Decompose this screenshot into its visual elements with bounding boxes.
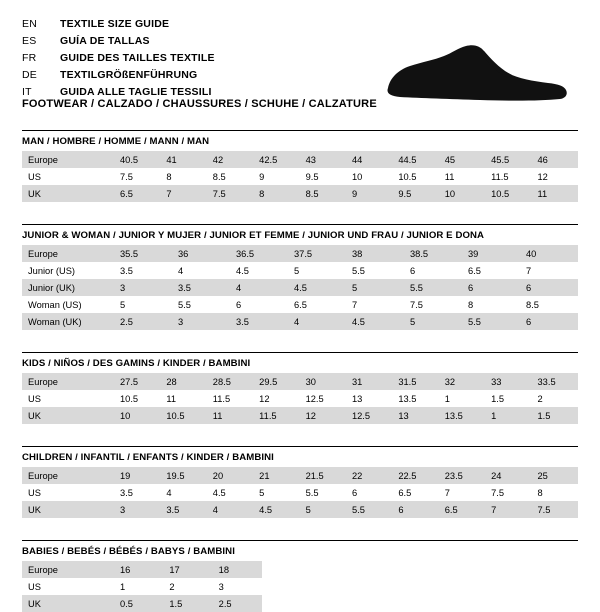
size-cell: 22.5 xyxy=(392,467,438,484)
size-cell: 3.5 xyxy=(172,279,230,296)
size-cell: 11 xyxy=(439,168,485,185)
table-row xyxy=(22,501,578,518)
size-cell: 7 xyxy=(346,296,404,313)
size-table xyxy=(22,467,578,518)
size-cell: 5 xyxy=(300,501,346,518)
size-cell: 8 xyxy=(253,185,299,202)
language-title-list xyxy=(22,18,215,103)
size-table-group xyxy=(22,446,578,518)
row-label: Europe xyxy=(22,467,114,484)
size-cell: 7.5 xyxy=(485,484,531,501)
size-cell: 4.5 xyxy=(288,279,346,296)
size-cell: 10.5 xyxy=(160,407,206,424)
size-cell: 6.5 xyxy=(114,185,160,202)
size-cell: 5.5 xyxy=(404,279,462,296)
size-cell: 13 xyxy=(392,407,438,424)
language-row xyxy=(22,69,215,86)
language-guide-title: GUIDA ALLE TAGLIE TESSILI xyxy=(60,86,212,98)
size-table-group xyxy=(22,540,578,612)
size-cell: 3 xyxy=(114,279,172,296)
language-row xyxy=(22,18,215,35)
size-cell: 46 xyxy=(532,151,578,168)
language-code: ES xyxy=(22,35,37,47)
size-cell: 3 xyxy=(213,578,262,595)
size-cell: 9.5 xyxy=(300,168,346,185)
size-cell: 1 xyxy=(439,390,485,407)
size-tables-container xyxy=(22,130,578,612)
size-cell: 2.5 xyxy=(114,313,172,330)
size-cell: 38 xyxy=(346,245,404,262)
size-cell: 9 xyxy=(346,185,392,202)
row-label: US xyxy=(22,578,114,595)
table-row xyxy=(22,296,578,313)
size-table-group xyxy=(22,352,578,424)
size-cell: 13 xyxy=(346,390,392,407)
table-row xyxy=(22,313,578,330)
size-cell: 10.5 xyxy=(485,185,531,202)
size-cell: 7 xyxy=(160,185,206,202)
size-cell: 5.5 xyxy=(300,484,346,501)
size-cell: 12.5 xyxy=(300,390,346,407)
table-row xyxy=(22,561,262,578)
size-cell: 37.5 xyxy=(288,245,346,262)
size-cell: 7 xyxy=(485,501,531,518)
size-cell: 30 xyxy=(300,373,346,390)
size-cell: 3 xyxy=(114,501,160,518)
size-cell: 2.5 xyxy=(213,595,262,612)
size-cell: 31.5 xyxy=(392,373,438,390)
size-cell: 4.5 xyxy=(207,484,253,501)
size-cell: 6 xyxy=(462,279,520,296)
table-row xyxy=(22,373,578,390)
row-label: Europe xyxy=(22,151,114,168)
size-cell: 42 xyxy=(207,151,253,168)
size-cell: 6 xyxy=(346,484,392,501)
row-label: Woman (US) xyxy=(22,296,114,313)
table-row xyxy=(22,245,578,262)
language-code: FR xyxy=(22,52,37,64)
size-cell: 11 xyxy=(532,185,578,202)
size-cell: 4 xyxy=(288,313,346,330)
size-cell: 19 xyxy=(114,467,160,484)
document-header xyxy=(22,16,578,108)
size-cell: 31 xyxy=(346,373,392,390)
size-cell: 16 xyxy=(114,561,163,578)
group-divider xyxy=(22,446,578,447)
size-cell: 5.5 xyxy=(462,313,520,330)
size-table xyxy=(22,373,578,424)
size-cell: 6.5 xyxy=(392,484,438,501)
size-cell: 24 xyxy=(485,467,531,484)
size-table xyxy=(22,561,262,612)
size-cell: 8.5 xyxy=(520,296,578,313)
size-cell: 8 xyxy=(532,484,578,501)
size-cell: 40 xyxy=(520,245,578,262)
size-cell: 3.5 xyxy=(114,484,160,501)
size-cell: 3.5 xyxy=(114,262,172,279)
size-table-group xyxy=(22,130,578,202)
size-cell: 2 xyxy=(532,390,578,407)
section-title: FOOTWEAR / CALZADO / CHAUSSURES / SCHUHE / CALZATURE xyxy=(22,98,377,110)
table-row xyxy=(22,467,578,484)
size-cell: 6 xyxy=(230,296,288,313)
size-cell: 5.5 xyxy=(172,296,230,313)
size-cell: 4.5 xyxy=(346,313,404,330)
group-divider xyxy=(22,352,578,353)
row-label: UK xyxy=(22,501,114,518)
size-cell: 19.5 xyxy=(160,467,206,484)
size-cell: 11.5 xyxy=(207,390,253,407)
size-cell: 22 xyxy=(346,467,392,484)
size-cell: 36 xyxy=(172,245,230,262)
row-label: Europe xyxy=(22,245,114,262)
size-cell: 10.5 xyxy=(114,390,160,407)
size-cell: 11.5 xyxy=(253,407,299,424)
size-cell: 23.5 xyxy=(439,467,485,484)
row-label: US xyxy=(22,168,114,185)
size-cell: 2 xyxy=(163,578,212,595)
table-row xyxy=(22,279,578,296)
size-cell: 4 xyxy=(172,262,230,279)
size-cell: 18 xyxy=(213,561,262,578)
size-cell: 7.5 xyxy=(114,168,160,185)
group-divider xyxy=(22,130,578,131)
language-code: DE xyxy=(22,69,37,81)
size-cell: 17 xyxy=(163,561,212,578)
dress-shoe-silhouette-icon xyxy=(380,42,570,112)
size-cell: 44 xyxy=(346,151,392,168)
language-guide-title: GUIDE DES TAILLES TEXTILE xyxy=(60,52,215,64)
size-cell: 44.5 xyxy=(392,151,438,168)
table-row xyxy=(22,262,578,279)
size-cell: 3 xyxy=(172,313,230,330)
row-label: Europe xyxy=(22,561,114,578)
row-label: US xyxy=(22,484,114,501)
size-cell: 6 xyxy=(392,501,438,518)
table-row xyxy=(22,578,262,595)
size-cell: 40.5 xyxy=(114,151,160,168)
size-cell: 6 xyxy=(404,262,462,279)
size-cell: 35.5 xyxy=(114,245,172,262)
size-cell: 7 xyxy=(439,484,485,501)
size-cell: 1.5 xyxy=(485,390,531,407)
size-cell: 1.5 xyxy=(532,407,578,424)
size-cell: 33.5 xyxy=(532,373,578,390)
size-cell: 12 xyxy=(532,168,578,185)
size-cell: 4 xyxy=(160,484,206,501)
size-cell: 3.5 xyxy=(230,313,288,330)
size-cell: 20 xyxy=(207,467,253,484)
group-divider xyxy=(22,224,578,225)
size-cell: 1 xyxy=(485,407,531,424)
table-row xyxy=(22,151,578,168)
size-cell: 45 xyxy=(439,151,485,168)
row-label: Woman (UK) xyxy=(22,313,114,330)
table-row xyxy=(22,185,578,202)
size-cell: 7 xyxy=(520,262,578,279)
size-cell: 10 xyxy=(114,407,160,424)
size-cell: 1 xyxy=(114,578,163,595)
size-cell: 5 xyxy=(288,262,346,279)
language-row xyxy=(22,52,215,69)
size-cell: 8 xyxy=(160,168,206,185)
size-cell: 9.5 xyxy=(392,185,438,202)
group-title: KIDS / NIÑOS / DES GAMINS / KINDER / BAMBINI xyxy=(22,358,251,369)
size-cell: 21 xyxy=(253,467,299,484)
size-cell: 10 xyxy=(439,185,485,202)
size-cell: 0.5 xyxy=(114,595,163,612)
size-cell: 3.5 xyxy=(160,501,206,518)
size-table xyxy=(22,245,578,330)
size-cell: 8.5 xyxy=(207,168,253,185)
size-cell: 11 xyxy=(207,407,253,424)
size-cell: 4.5 xyxy=(230,262,288,279)
group-title: MAN / HOMBRE / HOMME / MANN / MAN xyxy=(22,136,210,147)
language-guide-title: TEXTILGRÖßENFÜHRUNG xyxy=(60,69,198,81)
size-cell: 13.5 xyxy=(392,390,438,407)
size-cell: 36.5 xyxy=(230,245,288,262)
group-divider xyxy=(22,540,578,541)
size-cell: 7.5 xyxy=(532,501,578,518)
row-label: US xyxy=(22,390,114,407)
language-row xyxy=(22,35,215,52)
size-cell: 8.5 xyxy=(300,185,346,202)
size-cell: 11 xyxy=(160,390,206,407)
size-cell: 13.5 xyxy=(439,407,485,424)
size-cell: 12.5 xyxy=(346,407,392,424)
row-label: UK xyxy=(22,185,114,202)
group-title: JUNIOR & WOMAN / JUNIOR Y MUJER / JUNIOR ET FEMME / JUNIOR UND FRAU / JUNIOR E DONA xyxy=(22,230,485,241)
table-row xyxy=(22,390,578,407)
row-label: Junior (UK) xyxy=(22,279,114,296)
row-label: UK xyxy=(22,407,114,424)
size-cell: 1.5 xyxy=(163,595,212,612)
size-cell: 29.5 xyxy=(253,373,299,390)
size-cell: 25 xyxy=(532,467,578,484)
size-cell: 42.5 xyxy=(253,151,299,168)
size-cell: 10 xyxy=(346,168,392,185)
size-cell: 43 xyxy=(300,151,346,168)
size-table-group xyxy=(22,224,578,330)
size-cell: 12 xyxy=(300,407,346,424)
size-cell: 7.5 xyxy=(404,296,462,313)
size-cell: 33 xyxy=(485,373,531,390)
size-cell: 5.5 xyxy=(346,501,392,518)
size-cell: 5 xyxy=(253,484,299,501)
size-cell: 6.5 xyxy=(288,296,346,313)
size-cell: 21.5 xyxy=(300,467,346,484)
size-cell: 38.5 xyxy=(404,245,462,262)
size-cell: 32 xyxy=(439,373,485,390)
table-row xyxy=(22,407,578,424)
size-cell: 6.5 xyxy=(439,501,485,518)
group-title: BABIES / BEBÉS / BÉBÉS / BABYS / BAMBINI xyxy=(22,546,235,557)
table-row xyxy=(22,484,578,501)
size-cell: 7.5 xyxy=(207,185,253,202)
size-cell: 5 xyxy=(404,313,462,330)
size-cell: 4.5 xyxy=(253,501,299,518)
row-label: Europe xyxy=(22,373,114,390)
language-guide-title: TEXTILE SIZE GUIDE xyxy=(60,18,170,30)
size-cell: 12 xyxy=(253,390,299,407)
table-row xyxy=(22,168,578,185)
group-title: CHILDREN / INFANTIL / ENFANTS / KINDER / BAMBINI xyxy=(22,452,274,463)
table-row xyxy=(22,595,262,612)
size-cell: 39 xyxy=(462,245,520,262)
size-cell: 5.5 xyxy=(346,262,404,279)
size-table xyxy=(22,151,578,202)
size-cell: 8 xyxy=(462,296,520,313)
size-cell: 10.5 xyxy=(392,168,438,185)
size-cell: 11.5 xyxy=(485,168,531,185)
row-label: Junior (US) xyxy=(22,262,114,279)
size-cell: 4 xyxy=(207,501,253,518)
language-guide-title: GUÍA DE TALLAS xyxy=(60,35,150,47)
size-cell: 5 xyxy=(114,296,172,313)
size-cell: 4 xyxy=(230,279,288,296)
size-cell: 28 xyxy=(160,373,206,390)
size-cell: 6 xyxy=(520,313,578,330)
size-cell: 41 xyxy=(160,151,206,168)
size-cell: 6.5 xyxy=(462,262,520,279)
row-label: UK xyxy=(22,595,114,612)
size-cell: 28.5 xyxy=(207,373,253,390)
size-cell: 6 xyxy=(520,279,578,296)
size-cell: 9 xyxy=(253,168,299,185)
size-cell: 5 xyxy=(346,279,404,296)
language-code: EN xyxy=(22,18,37,30)
language-code: IT xyxy=(22,86,32,98)
size-cell: 45.5 xyxy=(485,151,531,168)
size-cell: 27.5 xyxy=(114,373,160,390)
